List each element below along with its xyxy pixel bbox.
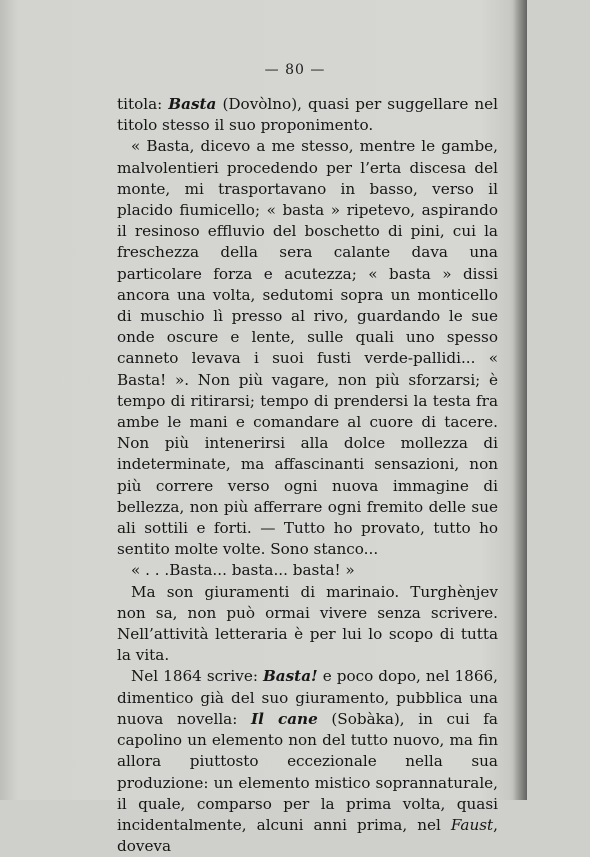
paragraph-4 bbox=[117, 582, 498, 667]
text-span: « Basta, dicevo a me stesso, mentre le gambe, malvolentieri procedendo per l’erta discesa del monte, mi trasportavano in basso, verso il placido fiumicello; « basta » ripetevo, aspirando il resinoso effluvio del boschetto di pini, cui la freschezza della sera calante dava una particolare forza e acutezza; « basta » dissi ancora una volta, sedutomi sopra un monticello di muschio lì presso al rivo, guardando le sue onde oscure e lente, sulle quali uno spesso canneto levava i suoi fusti verde-pallidi... « Basta! ». Non più vagare, non più sforzarsi; è tempo di ritirarsi; tempo di prendersi la testa fra ambe le mani e comandare al cuore di tacere. Non più intenerirsi alla dolce mollezza di indeterminate, ma affascinanti sensazioni, non più correre verso ogni nuova immagine di bellezza, non più afferrare ogni fremito delle sue ali sottili e forti. — Tutto ho provato, tutto ho sentito molte volte. Sono stanco... bbox=[117, 137, 498, 559]
text-span: (Sobàka), in cui fa capolino un elemento non del tutto nuovo, ma fin allora piuttosto eccezionale nella sua produzione: un elemento mistico soprannaturale, il quale, comparso per la prima volta, quasi incidentalmente, alcuni anni prima, nel bbox=[117, 709, 498, 834]
paragraph-5 bbox=[117, 666, 498, 857]
text-span: Nel 1864 scrive: bbox=[131, 667, 263, 686]
page-edge-shadow bbox=[513, 0, 527, 800]
text-span: titola: bbox=[117, 95, 169, 113]
text-span: , doveva bbox=[117, 815, 498, 856]
body-text bbox=[117, 94, 498, 857]
book-title-faust: Faust bbox=[450, 815, 494, 834]
text-span: « . . .Basta... basta... basta! » bbox=[131, 561, 355, 580]
paragraph-3 bbox=[117, 560, 498, 581]
paragraph-1 bbox=[117, 94, 498, 136]
book-title-il-cane: Il cane bbox=[250, 709, 318, 728]
text-span: Ma son giuramenti di marinaio. Turghènjev non sa, non può ormai vivere senza scrivere. Nell’attività letteraria è per lui lo scopo di tutta la vita. bbox=[117, 582, 498, 665]
paragraph-2 bbox=[117, 136, 498, 560]
book-title-basta: Basta! bbox=[262, 667, 318, 686]
book-title-basta: Basta bbox=[168, 95, 217, 113]
text-span: (Dovòlno), quasi per suggellare nel titolo stesso il suo proponimento. bbox=[117, 95, 498, 135]
page-number: — 80 — bbox=[264, 62, 326, 78]
text-span: e poco dopo, nel 1866, dimentico già del suo giuramento, pubblica una nuova novella: bbox=[117, 667, 498, 728]
